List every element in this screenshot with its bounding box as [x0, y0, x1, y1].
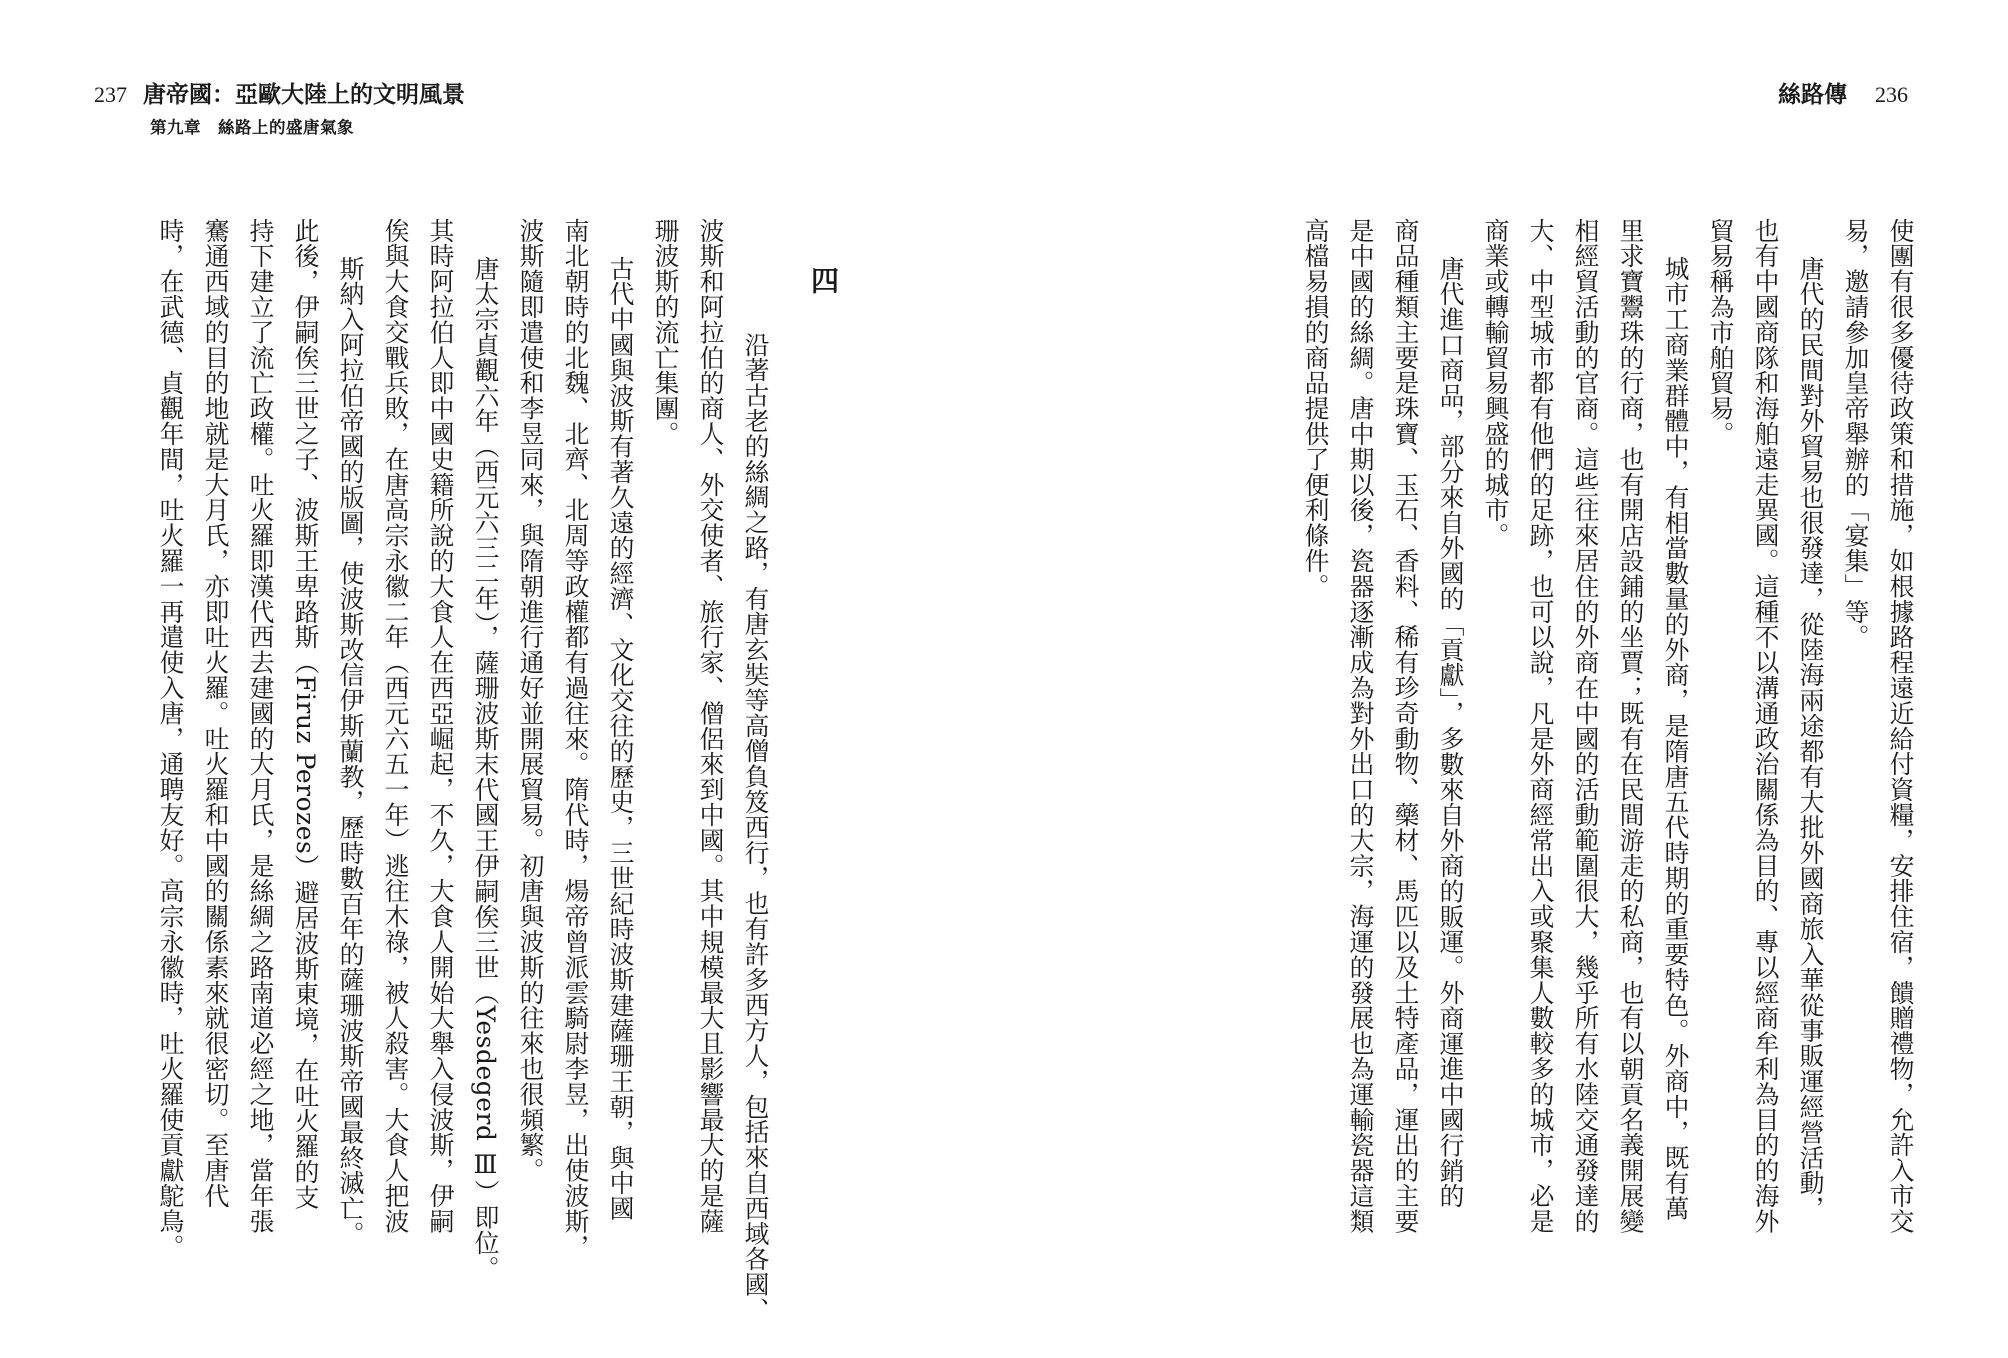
- text-column: 唐太宗貞觀六年（西元六三二年），薩珊波斯末代國王伊嗣俟三世（Yesdegerd Ⅲ）即位。: [471, 256, 500, 1282]
- text-column: 相經貿活動的官商。這些往來居住的外商在中國的活動範圍很大，幾乎所有水陸交通發達的: [1571, 218, 1600, 1234]
- text-column: 城市工商業群體中，有相當數量的外商，是隋唐五代時期的重要特色。外商中，既有萬: [1661, 256, 1690, 1222]
- text-column: 唐代的民間對外貿易也很發達，從陸海兩途都有大批外國商旅入華從事販運經營活動，: [1796, 256, 1825, 1222]
- text-column: 高檔易損的商品提供了便利條件。: [1301, 218, 1330, 599]
- text-column: 易，邀請參加皇帝舉辦的「宴集」等。: [1841, 218, 1870, 650]
- text-column: 貿易稱為市舶貿易。: [1706, 218, 1735, 447]
- section-number: 四: [807, 266, 840, 294]
- text-column: 波斯隨即遣使和李昱同來，與隋朝進行通好並開展貿易。初唐與波斯的往來也很頻繁。: [516, 218, 545, 1184]
- text-column: 南北朝時的北魏、北齊、北周等政權都有過往來。隋代時，煬帝曾派雲騎尉李昱，出使波斯，: [561, 218, 590, 1260]
- left-page-number: 237: [94, 82, 127, 107]
- text-column: 俟與大食交戰兵敗，在唐高宗永徽二年（西元六五一年）逃往木祿，被人殺害。大食人把波: [381, 218, 410, 1234]
- right-page-number: 236: [1875, 82, 1908, 107]
- text-column: 唐代進口商品，部分來自外國的「貢獻」，多數來自外商的販運。外商運進中國行銷的: [1436, 256, 1465, 1209]
- text-column: 時，在武德、貞觀年間，吐火羅一再遣使入唐，通聘友好。高宗永徽時，吐火羅使貢獻鴕鳥。: [156, 218, 185, 1260]
- right-page-header: [1778, 84, 1908, 107]
- text-column: 使團有很多優待政策和措施，如根據路程遠近給付資糧，安排住宿，饋贈禮物，允許入市交: [1886, 218, 1915, 1234]
- text-column: 珊波斯的流亡集團。: [651, 218, 680, 447]
- text-column: 里求寶鬻珠的行商，也有開店設鋪的坐賈；既有在民間游走的私商，也有以朝貢名義開展變: [1616, 218, 1645, 1234]
- text-column: 是中國的絲綢。唐中期以後，瓷器逐漸成為對外出口的大宗，海運的發展也為運輸瓷器這類: [1346, 218, 1375, 1234]
- text-column: 其時阿拉伯人即中國史籍所說的大食人在西亞崛起，不久，大食人開始大舉入侵波斯，伊嗣: [426, 218, 455, 1234]
- text-column: 持下建立了流亡政權。吐火羅即漢代西去建國的大月氏，是絲綢之路南道必經之地，當年張: [246, 218, 275, 1234]
- series-title: 絲路傳: [1778, 82, 1847, 108]
- text-column: 商業或轉輸貿易興盛的城市。: [1481, 218, 1510, 549]
- left-page-header: [94, 84, 465, 107]
- text-column: 商品種類主要是珠寶、玉石、香料、稀有珍奇動物、藥材、馬匹以及土特產品，運出的主要: [1391, 218, 1420, 1234]
- text-column: 也有中國商隊和海舶遠走異國。這種不以溝通政治關係為目的、專以經商牟利為目的的海外: [1751, 218, 1780, 1234]
- text-column: 大、中型城市都有他們的足跡，也可以說，凡是外商經常出入或聚集人數較多的城市，必是: [1526, 218, 1555, 1234]
- book-title: 唐帝國：亞歐大陸上的文明風景: [143, 82, 465, 108]
- text-column: 沿著古老的絲綢之路，有唐玄奘等高僧負笈西行，也有許多西方人，包括來自西域各國、: [741, 332, 770, 1323]
- text-column: 波斯和阿拉伯的商人、外交使者、旅行家、僧侶來到中國。其中規模最大且影響最大的是薩: [696, 218, 725, 1234]
- text-column: 騫通西域的目的地就是大月氏，亦即吐火羅。吐火羅和中國的關係素來就很密切。至唐代: [201, 218, 230, 1209]
- text-column: 此後，伊嗣俟三世之子、波斯王卑路斯（Firuz Perozes）避居波斯東境，在吐火羅的支: [291, 218, 320, 1210]
- text-column: 斯納入阿拉伯帝國的版圖，使波斯改信伊斯蘭教，歷時數百年的薩珊波斯帝國最終滅亡。: [336, 256, 365, 1247]
- chapter-title: 第九章 絲路上的盛唐氣象: [150, 118, 354, 137]
- text-column: 古代中國與波斯有著久遠的經濟、文化交往的歷史，三世紀時波斯建薩珊王朝，與中國: [606, 256, 635, 1222]
